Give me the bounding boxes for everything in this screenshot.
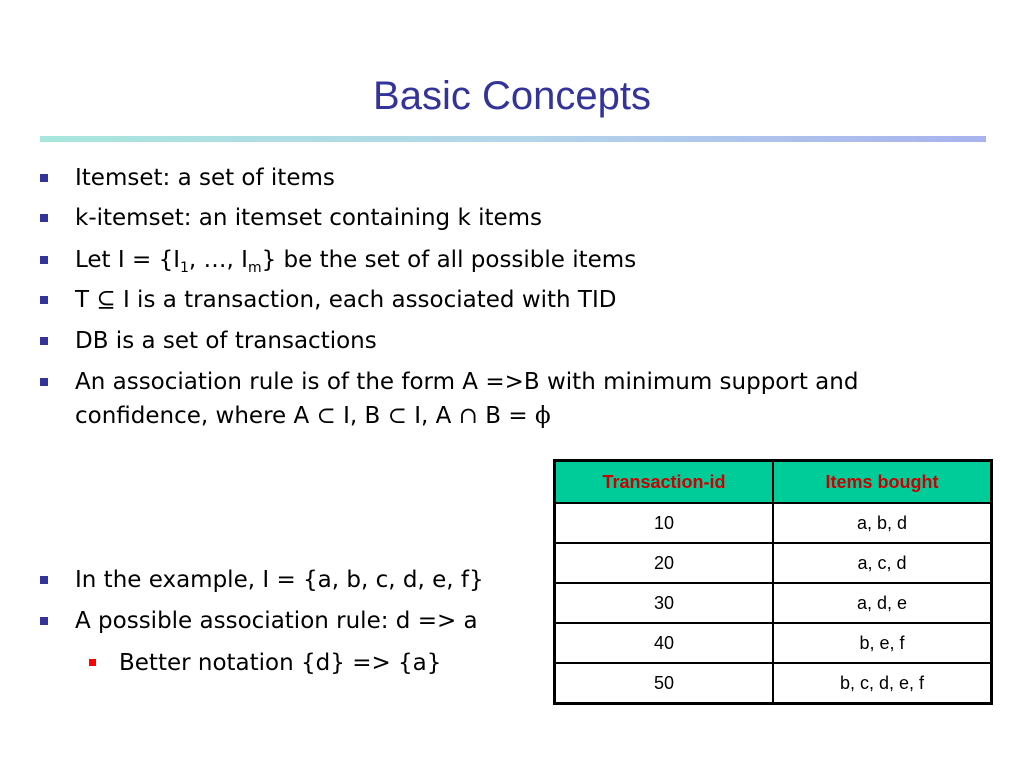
- bullet-text: DB is a set of transactions: [75, 328, 377, 354]
- subset-symbol: ⊂: [387, 403, 407, 429]
- bullet-text: In the example, I = {a, b, c, d, e, f}: [75, 567, 484, 593]
- table-row: [555, 583, 992, 623]
- subscript-m: m: [247, 260, 262, 276]
- bullet-text-part: B =: [477, 403, 535, 429]
- cell-transaction-id: 30: [555, 583, 774, 623]
- bullet-text-part: confidence, where A: [75, 403, 317, 429]
- bullet-possible-rule: [75, 604, 535, 638]
- bullet-transaction: [75, 283, 955, 317]
- header-items-bought: Items bought: [773, 461, 992, 504]
- subscript-1: 1: [179, 260, 189, 276]
- bullet-square-icon: [40, 256, 48, 264]
- table-header-row: [555, 461, 992, 504]
- bullet-text-part: I, A: [406, 403, 459, 429]
- cell-transaction-id: 20: [555, 543, 774, 583]
- subset-or-equal-symbol: ⊆: [96, 287, 116, 313]
- bullet-text: k-itemset: an itemset containing k items: [75, 205, 543, 231]
- bullet-let-i: [75, 243, 955, 277]
- cell-items: b, c, d, e, f: [773, 663, 992, 704]
- cell-transaction-id: 40: [555, 623, 774, 663]
- bullet-square-icon: [40, 174, 48, 182]
- intersection-symbol: ∩: [458, 403, 478, 429]
- bullet-text-part: } be the set of all possible items: [261, 247, 637, 273]
- cell-items: b, e, f: [773, 623, 992, 663]
- subset-symbol: ⊂: [316, 403, 336, 429]
- cell-items: a, d, e: [773, 583, 992, 623]
- bullet-square-icon: [40, 576, 48, 584]
- empty-set-symbol: ϕ: [534, 403, 551, 429]
- bullet-square-icon: [40, 296, 48, 304]
- table-row: [555, 543, 992, 583]
- cell-transaction-id: 50: [555, 663, 774, 704]
- bullet-association-rule: [75, 365, 955, 433]
- cell-items: a, c, d: [773, 543, 992, 583]
- bullet-text-line1: An association rule is of the form A =>B with minimum support and: [75, 369, 859, 395]
- sub-bullet-better-notation: [119, 646, 441, 680]
- transaction-table: [553, 459, 993, 705]
- bullet-text: Itemset: a set of items: [75, 165, 335, 191]
- bullet-text-part: T: [75, 287, 97, 313]
- sub-bullet-square-icon: [89, 659, 96, 666]
- bullet-text-part: Let I = {I: [75, 247, 180, 273]
- table-row: [555, 503, 992, 543]
- bullet-itemset: [75, 161, 955, 195]
- bullet-text-part: I is a transaction, each associated with TID: [115, 287, 617, 313]
- table-row: [555, 663, 992, 704]
- sub-bullet-text: Better notation {d} => {a}: [119, 650, 442, 676]
- header-transaction-id: Transaction-id: [555, 461, 774, 504]
- table-row: [555, 623, 992, 663]
- cell-items: a, b, d: [773, 503, 992, 543]
- bullet-k-itemset: [75, 201, 955, 235]
- bullet-square-icon: [40, 214, 48, 222]
- bullet-square-icon: [40, 337, 48, 345]
- cell-transaction-id: 10: [555, 503, 774, 543]
- bullet-text-part: I, B: [335, 403, 388, 429]
- slide-title: Basic Concepts: [373, 74, 651, 118]
- bullet-text-part: , …, I: [188, 247, 248, 273]
- bullet-square-icon: [40, 378, 48, 386]
- bullet-square-icon: [40, 617, 48, 625]
- bullet-example: [75, 563, 535, 597]
- bullet-text: A possible association rule: d => a: [75, 608, 478, 634]
- bullet-db: [75, 324, 955, 358]
